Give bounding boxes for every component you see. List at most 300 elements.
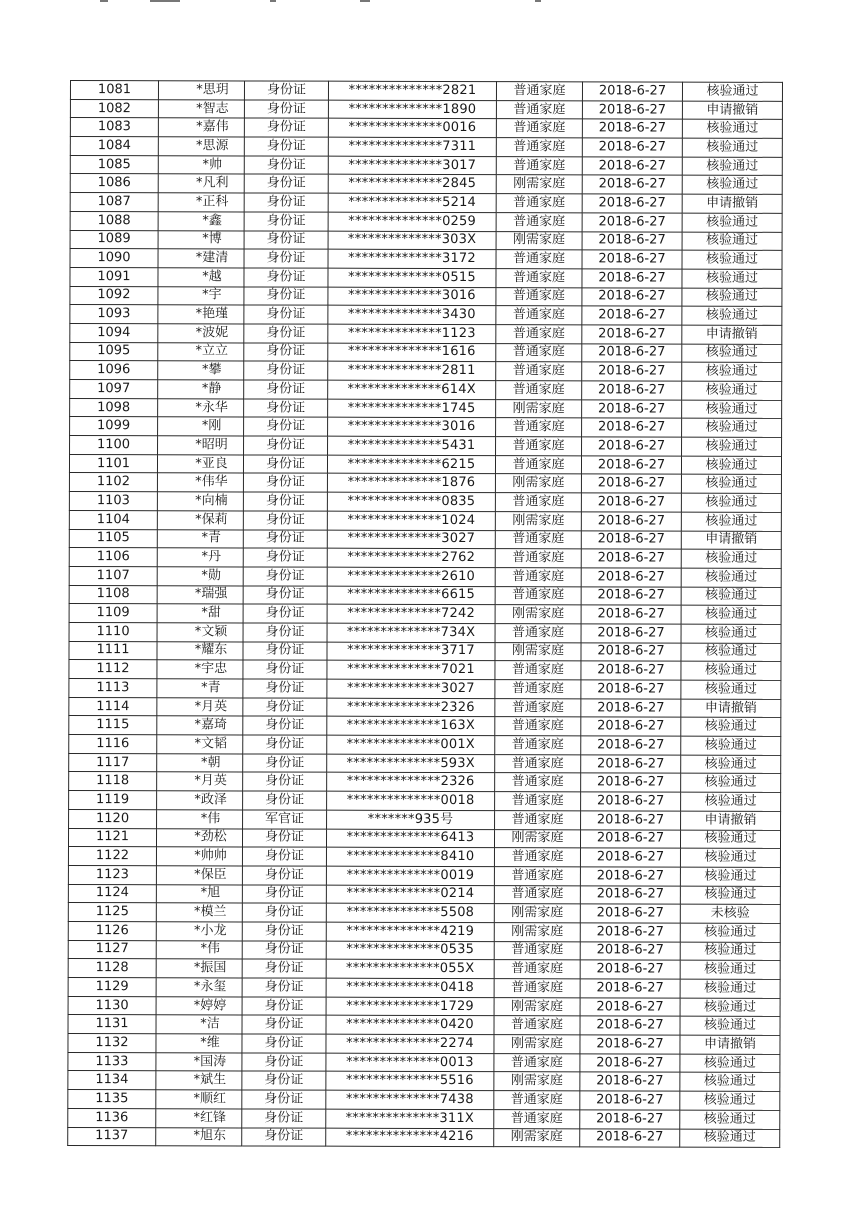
id-type-cell: 身份证	[243, 754, 327, 773]
row-number-cell: 1114	[69, 697, 157, 716]
status-cell: 核验通过	[682, 344, 782, 363]
id-type-cell: 身份证	[243, 567, 327, 586]
date-cell: 2018-6-27	[581, 586, 681, 605]
row-number-cell: 1127	[68, 940, 156, 959]
name-cell: *攀	[158, 361, 244, 380]
status-cell: 核验通过	[680, 1129, 780, 1148]
status-cell: 核验通过	[680, 867, 780, 886]
id-type-cell: 身份证	[244, 174, 328, 193]
scan-mark	[360, 0, 370, 2]
id-number-cell: **************6615	[327, 586, 495, 605]
row-number-cell: 1086	[70, 174, 158, 193]
date-cell: 2018-6-27	[582, 175, 682, 194]
row-number-cell: 1106	[69, 548, 157, 567]
table-row	[68, 828, 780, 849]
row-number-cell: 1125	[68, 903, 156, 922]
table-row	[69, 772, 781, 793]
row-number-cell: 1101	[69, 454, 157, 473]
date-cell: 2018-6-27	[582, 213, 682, 232]
name-cell: *朝	[157, 753, 243, 772]
name-cell: *刚	[158, 417, 244, 436]
name-cell: *亚良	[157, 454, 243, 473]
family-category-cell: 普通家庭	[496, 287, 582, 306]
id-type-cell: 身份证	[244, 212, 328, 231]
table-row	[68, 996, 780, 1017]
name-cell: *月英	[157, 772, 243, 791]
table-row	[70, 211, 782, 232]
id-number-cell: **************2845	[328, 175, 496, 194]
row-number-cell: 1130	[68, 996, 156, 1015]
row-number-cell: 1085	[70, 155, 158, 174]
name-cell: *正科	[158, 193, 244, 212]
table-row	[68, 1127, 780, 1148]
status-cell: 核验通过	[680, 1110, 780, 1129]
status-cell: 核验通过	[681, 605, 781, 624]
name-cell: *劲松	[156, 828, 242, 847]
table-row	[70, 174, 782, 195]
status-cell: 核验通过	[680, 830, 780, 849]
row-number-cell: 1095	[70, 342, 158, 361]
name-cell: *思源	[158, 137, 244, 156]
family-category-cell: 普通家庭	[495, 680, 581, 699]
row-number-cell: 1099	[70, 417, 158, 436]
id-number-cell: **************0835	[327, 492, 495, 511]
table-row	[68, 1052, 780, 1073]
date-cell: 2018-6-27	[580, 941, 680, 960]
id-number-cell: **************0013	[326, 1053, 494, 1072]
id-number-cell: **************2762	[327, 548, 495, 567]
table-row	[70, 417, 782, 438]
name-cell: *耀东	[157, 641, 243, 660]
table-row	[68, 1090, 780, 1111]
id-number-cell: **************4219	[326, 922, 494, 941]
table-row	[69, 492, 781, 513]
table-row	[70, 193, 782, 214]
date-cell: 2018-6-27	[581, 456, 681, 475]
id-number-cell: **************0515	[328, 268, 496, 287]
family-category-cell: 普通家庭	[496, 119, 582, 138]
id-number-cell: **************4216	[326, 1128, 494, 1147]
family-category-cell: 刚需家庭	[494, 829, 580, 848]
date-cell: 2018-6-27	[581, 512, 681, 531]
name-cell: *青	[157, 529, 243, 548]
name-cell: *保臣	[156, 866, 242, 885]
date-cell: 2018-6-27	[582, 250, 682, 269]
status-cell: 核验通过	[680, 1016, 780, 1035]
name-cell: *帅	[158, 155, 244, 174]
id-type-cell: 身份证	[242, 978, 326, 997]
date-cell: 2018-6-27	[582, 437, 682, 456]
date-cell: 2018-6-27	[580, 1054, 680, 1073]
id-number-cell: **************2326	[327, 698, 495, 717]
date-cell: 2018-6-27	[582, 287, 682, 306]
table-row	[70, 249, 782, 270]
table-row	[69, 660, 781, 681]
status-cell: 申请撤销	[682, 325, 782, 344]
status-cell: 核验通过	[681, 717, 781, 736]
id-type-cell: 身份证	[242, 1034, 326, 1053]
id-type-cell: 身份证	[244, 305, 328, 324]
family-category-cell: 普通家庭	[495, 773, 581, 792]
date-cell: 2018-6-27	[581, 624, 681, 643]
name-cell: *甜	[157, 604, 243, 623]
family-category-cell: 普通家庭	[495, 661, 581, 680]
table-row	[68, 884, 780, 905]
row-number-cell: 1135	[68, 1090, 156, 1109]
date-cell: 2018-6-27	[582, 418, 682, 437]
family-category-cell: 普通家庭	[495, 530, 581, 549]
id-type-cell: 身份证	[243, 511, 327, 530]
row-number-cell: 1083	[70, 118, 158, 137]
row-number-cell: 1118	[69, 772, 157, 791]
date-cell: 2018-6-27	[580, 1128, 680, 1147]
name-cell: *青	[157, 679, 243, 698]
status-cell: 核验通过	[682, 362, 782, 381]
date-cell: 2018-6-27	[582, 138, 682, 157]
table-row	[68, 959, 780, 980]
status-cell: 核验通过	[681, 549, 781, 568]
status-cell: 申请撤销	[680, 1035, 780, 1054]
row-number-cell: 1133	[68, 1052, 156, 1071]
id-number-cell: **************055X	[326, 959, 494, 978]
status-cell: 核验通过	[681, 624, 781, 643]
row-number-cell: 1090	[70, 249, 158, 268]
name-cell: *立立	[158, 342, 244, 361]
id-number-cell: **************0016	[328, 119, 496, 138]
row-number-cell: 1094	[70, 323, 158, 342]
table-row	[69, 604, 781, 625]
date-cell: 2018-6-27	[580, 867, 680, 886]
row-number-cell: 1111	[69, 641, 157, 660]
name-cell: *永玺	[156, 978, 242, 997]
row-number-cell: 1096	[70, 361, 158, 380]
status-cell: 核验通过	[681, 774, 781, 793]
name-cell: *伟华	[157, 473, 243, 492]
id-type-cell: 身份证	[242, 903, 326, 922]
row-number-cell: 1097	[70, 380, 158, 399]
row-number-cell: 1132	[68, 1034, 156, 1053]
family-category-cell: 普通家庭	[496, 306, 582, 325]
name-cell: *政泽	[157, 791, 243, 810]
id-number-cell: *******935号	[327, 810, 495, 829]
id-type-cell: 身份证	[242, 1015, 326, 1034]
row-number-cell: 1128	[68, 959, 156, 978]
family-category-cell: 刚需家庭	[494, 904, 580, 923]
name-cell: *伟	[156, 940, 242, 959]
date-cell: 2018-6-27	[582, 119, 682, 138]
row-number-cell: 1087	[70, 193, 158, 212]
family-category-cell: 普通家庭	[496, 82, 582, 101]
row-number-cell: 1126	[68, 921, 156, 940]
id-type-cell: 身份证	[244, 137, 328, 156]
row-number-cell: 1112	[69, 660, 157, 679]
id-type-cell: 身份证	[244, 268, 328, 287]
family-category-cell: 普通家庭	[494, 1053, 580, 1072]
date-cell: 2018-6-27	[581, 568, 681, 587]
date-cell: 2018-6-27	[580, 885, 680, 904]
id-type-cell: 身份证	[242, 1109, 326, 1128]
row-number-cell: 1107	[69, 566, 157, 585]
id-number-cell: **************1876	[327, 474, 495, 493]
name-cell: *永华	[158, 398, 244, 417]
row-number-cell: 1084	[70, 137, 158, 156]
row-number-cell: 1117	[69, 753, 157, 772]
row-number-cell: 1081	[70, 81, 158, 100]
id-number-cell: **************1123	[328, 324, 496, 343]
table-row	[69, 735, 781, 756]
status-cell: 核验通过	[681, 643, 781, 662]
status-cell: 未核验	[680, 904, 780, 923]
date-cell: 2018-6-27	[580, 1072, 680, 1091]
table-row	[70, 118, 782, 139]
table-row	[69, 678, 781, 699]
family-category-cell: 普通家庭	[496, 437, 582, 456]
name-cell: *勋	[157, 567, 243, 586]
table-row	[69, 548, 781, 569]
id-number-cell: **************6413	[326, 829, 494, 848]
date-cell: 2018-6-27	[582, 82, 682, 101]
row-number-cell: 1088	[70, 211, 158, 230]
status-cell: 核验通过	[682, 418, 782, 437]
status-cell: 申请撤销	[681, 531, 781, 550]
row-number-cell: 1102	[69, 473, 157, 492]
name-cell: *鑫	[158, 212, 244, 231]
id-type-cell: 身份证	[242, 959, 326, 978]
id-type-cell: 身份证	[244, 81, 328, 100]
id-number-cell: **************0535	[326, 941, 494, 960]
table-row	[70, 230, 782, 251]
family-category-cell: 刚需家庭	[495, 474, 581, 493]
id-type-cell: 身份证	[242, 1053, 326, 1072]
status-cell: 核验通过	[681, 568, 781, 587]
date-cell: 2018-6-27	[580, 998, 680, 1017]
family-category-cell: 普通家庭	[496, 194, 582, 213]
row-number-cell: 1105	[69, 529, 157, 548]
status-cell: 申请撤销	[682, 194, 782, 213]
id-number-cell: **************6215	[327, 455, 495, 474]
id-type-cell: 身份证	[243, 642, 327, 661]
id-type-cell: 身份证	[243, 473, 327, 492]
id-number-cell: **************7242	[327, 604, 495, 623]
id-type-cell: 身份证	[244, 343, 328, 362]
name-cell: *顺红	[156, 1090, 242, 1109]
name-cell: *丹	[157, 548, 243, 567]
id-type-cell: 身份证	[244, 230, 328, 249]
status-cell: 核验通过	[680, 942, 780, 961]
table-row	[70, 305, 782, 326]
row-number-cell: 1109	[69, 604, 157, 623]
family-category-cell: 普通家庭	[494, 1109, 580, 1128]
family-category-cell: 刚需家庭	[494, 997, 580, 1016]
family-category-cell: 普通家庭	[495, 810, 581, 829]
date-cell: 2018-6-27	[581, 680, 681, 699]
family-category-cell: 普通家庭	[495, 493, 581, 512]
id-number-cell: **************3717	[327, 642, 495, 661]
name-cell: *红锋	[156, 1109, 242, 1128]
row-number-cell: 1092	[70, 286, 158, 305]
family-category-cell: 普通家庭	[496, 268, 582, 287]
id-number-cell: **************163X	[327, 717, 495, 736]
status-cell: 核验通过	[682, 82, 782, 101]
family-category-cell: 刚需家庭	[494, 923, 580, 942]
table-row	[69, 622, 781, 643]
status-cell: 核验通过	[682, 250, 782, 269]
date-cell: 2018-6-27	[581, 474, 681, 493]
id-type-cell: 身份证	[243, 735, 327, 754]
date-cell: 2018-6-27	[582, 157, 682, 176]
id-number-cell: **************2326	[327, 773, 495, 792]
table-row	[69, 641, 781, 662]
family-category-cell: 普通家庭	[495, 624, 581, 643]
status-cell: 核验通过	[682, 138, 782, 157]
family-category-cell: 普通家庭	[496, 138, 582, 157]
table-row	[70, 99, 782, 120]
table-row	[69, 716, 781, 737]
name-cell: *博	[158, 230, 244, 249]
id-type-cell: 身份证	[244, 287, 328, 306]
family-category-cell: 普通家庭	[496, 418, 582, 437]
date-cell: 2018-6-27	[582, 306, 682, 325]
scan-mark	[535, 0, 541, 2]
family-category-cell: 普通家庭	[496, 250, 582, 269]
id-number-cell: **************5516	[326, 1072, 494, 1091]
table-row	[70, 380, 782, 401]
status-cell: 核验通过	[681, 475, 781, 494]
id-number-cell: **************3027	[327, 679, 495, 698]
family-category-cell: 刚需家庭	[494, 1128, 580, 1147]
row-number-cell: 1103	[69, 492, 157, 511]
family-category-cell: 普通家庭	[496, 212, 582, 231]
id-type-cell: 身份证	[242, 997, 326, 1016]
status-cell: 核验通过	[681, 512, 781, 531]
family-category-cell: 普通家庭	[496, 156, 582, 175]
id-number-cell: **************2610	[327, 567, 495, 586]
table-row	[70, 286, 782, 307]
id-number-cell: **************0420	[326, 1016, 494, 1035]
records-table-body	[68, 81, 783, 1148]
date-cell: 2018-6-27	[580, 1035, 680, 1054]
family-category-cell: 普通家庭	[495, 567, 581, 586]
id-type-cell: 身份证	[242, 885, 326, 904]
name-cell: *伟	[157, 810, 243, 829]
name-cell: *文颖	[157, 623, 243, 642]
table-row	[70, 323, 782, 344]
id-number-cell: **************2811	[328, 361, 496, 380]
name-cell: *凡利	[158, 174, 244, 193]
table-row	[68, 977, 780, 998]
name-cell: *婷婷	[156, 996, 242, 1015]
id-type-cell: 身份证	[244, 417, 328, 436]
date-cell: 2018-6-27	[581, 773, 681, 792]
name-cell: *模兰	[156, 903, 242, 922]
row-number-cell: 1134	[68, 1071, 156, 1090]
id-type-cell: 身份证	[242, 866, 326, 885]
id-type-cell: 身份证	[244, 100, 328, 119]
id-type-cell: 身份证	[244, 361, 328, 380]
row-number-cell: 1100	[70, 436, 158, 455]
scan-mark	[150, 0, 180, 2]
status-cell: 核验通过	[681, 456, 781, 475]
id-type-cell: 身份证	[243, 716, 327, 735]
family-category-cell: 刚需家庭	[494, 1072, 580, 1091]
date-cell: 2018-6-27	[582, 400, 682, 419]
table-row	[69, 753, 781, 774]
family-category-cell: 刚需家庭	[494, 1035, 580, 1054]
status-cell: 核验通过	[682, 400, 782, 419]
row-number-cell: 1108	[69, 585, 157, 604]
id-number-cell: **************0259	[328, 212, 496, 231]
row-number-cell: 1124	[68, 884, 156, 903]
id-number-cell: **************3017	[328, 156, 496, 175]
id-type-cell: 身份证	[243, 529, 327, 548]
table-row	[70, 81, 782, 102]
id-number-cell: **************1745	[328, 399, 496, 418]
family-category-cell: 刚需家庭	[496, 231, 582, 250]
family-category-cell: 普通家庭	[494, 885, 580, 904]
id-type-cell: 身份证	[244, 436, 328, 455]
id-type-cell: 身份证	[243, 548, 327, 567]
id-type-cell: 身份证	[242, 1071, 326, 1090]
date-cell: 2018-6-27	[582, 194, 682, 213]
scan-mark	[270, 0, 276, 2]
id-number-cell: **************614X	[328, 380, 496, 399]
family-category-cell: 普通家庭	[494, 1016, 580, 1035]
name-cell: *小龙	[156, 922, 242, 941]
status-cell: 核验通过	[682, 306, 782, 325]
id-number-cell: **************2274	[326, 1034, 494, 1053]
date-cell: 2018-6-27	[582, 269, 682, 288]
row-number-cell: 1123	[68, 865, 156, 884]
family-category-cell: 普通家庭	[494, 866, 580, 885]
name-cell: *建清	[158, 249, 244, 268]
family-category-cell: 普通家庭	[495, 549, 581, 568]
status-cell: 核验通过	[682, 119, 782, 138]
table-row	[69, 510, 781, 531]
date-cell: 2018-6-27	[580, 904, 680, 923]
name-cell: *振国	[156, 959, 242, 978]
family-category-cell: 普通家庭	[494, 960, 580, 979]
table-row	[70, 436, 782, 457]
table-row	[68, 903, 780, 924]
name-cell: *斌生	[156, 1071, 242, 1090]
table-row	[69, 697, 781, 718]
row-number-cell: 1122	[68, 847, 156, 866]
family-category-cell: 刚需家庭	[495, 642, 581, 661]
table-row	[68, 921, 780, 942]
status-cell: 核验通过	[681, 493, 781, 512]
id-number-cell: **************0018	[327, 791, 495, 810]
date-cell: 2018-6-27	[580, 923, 680, 942]
table-row	[69, 473, 781, 494]
date-cell: 2018-6-27	[581, 792, 681, 811]
name-cell: *静	[158, 380, 244, 399]
id-number-cell: **************1890	[328, 100, 496, 119]
family-category-cell: 普通家庭	[495, 455, 581, 474]
row-number-cell: 1136	[68, 1108, 156, 1127]
name-cell: *旭	[156, 884, 242, 903]
id-type-cell: 身份证	[244, 249, 328, 268]
name-cell: *宇	[158, 286, 244, 305]
id-type-cell: 身份证	[243, 698, 327, 717]
id-type-cell: 身份证	[243, 604, 327, 623]
date-cell: 2018-6-27	[582, 325, 682, 344]
date-cell: 2018-6-27	[581, 811, 681, 830]
name-cell: *维	[156, 1034, 242, 1053]
table-row	[70, 155, 782, 176]
name-cell: *文韬	[157, 735, 243, 754]
id-number-cell: **************5508	[326, 903, 494, 922]
id-number-cell: **************311X	[326, 1109, 494, 1128]
